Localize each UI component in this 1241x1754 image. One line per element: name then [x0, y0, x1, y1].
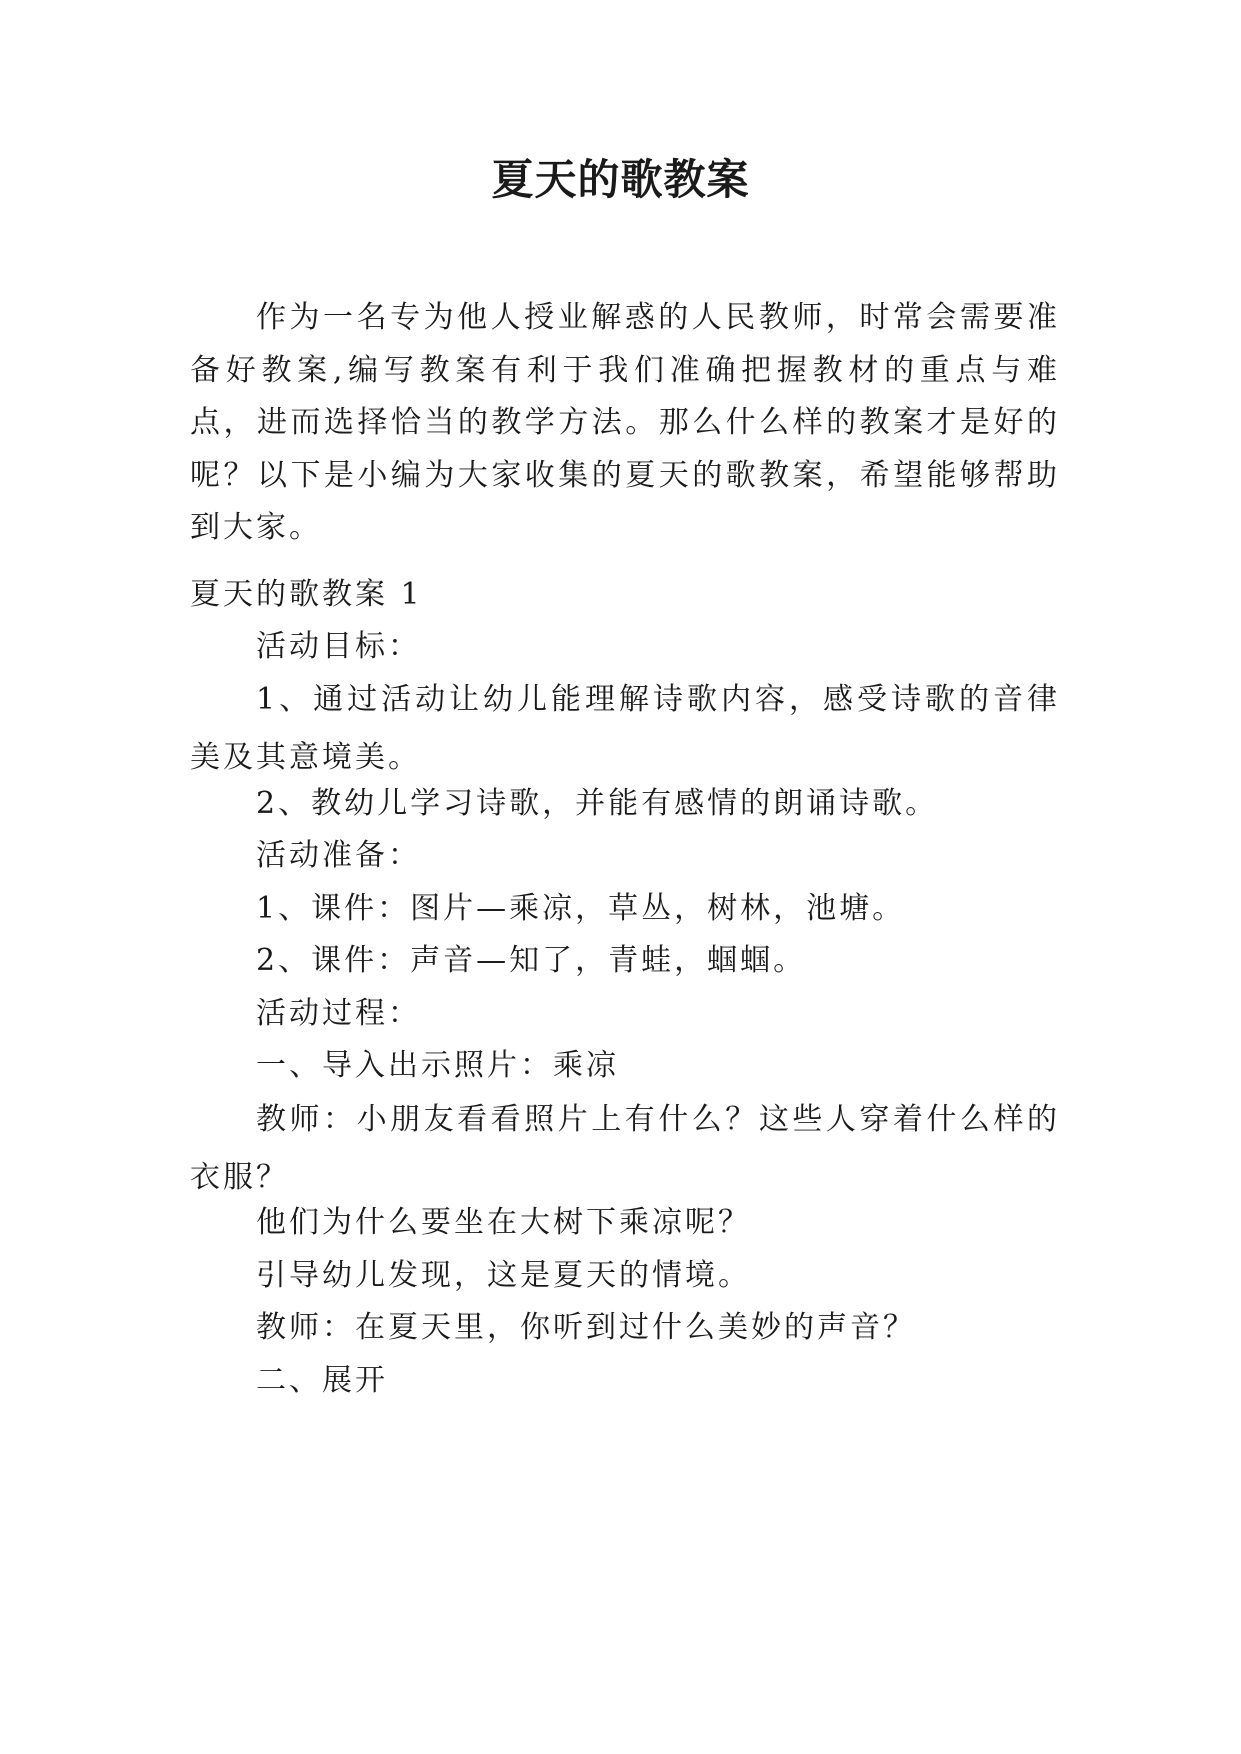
process-step-2: 二、展开 — [256, 1363, 388, 1398]
document-title: 夏天的歌教案 — [491, 155, 750, 204]
guide-text: 引导幼儿发现，这是夏天的情境。 — [256, 1258, 751, 1293]
shade-question: 他们为什么要坐在大树下乘凉呢？ — [256, 1205, 751, 1240]
prep-heading: 活动准备： — [256, 838, 421, 873]
section-heading: 夏天的歌教案 1 — [190, 577, 423, 612]
prep-item-2: 2、课件：声音—知了，青蛙，蝈蝈。 — [256, 943, 807, 978]
intro-paragraph: 作为一名专为他人授业解惑的人民教师，时常会需要准备好教案,编写教案有利于我们准确把握教材的重点与难点，进而选择恰当的教学方法。那么什么样的教案才是好的呢？以下是小编为大家收集的夏天的歌教案，希望能够帮助到大家。 — [190, 300, 1060, 545]
goal-item-2: 2、教幼儿学习诗歌，并能有感情的朗诵诗歌。 — [256, 786, 939, 821]
process-step-1: 一、导入出示照片：乘凉 — [256, 1048, 619, 1083]
teacher-question-1: 教师：小朋友看看照片上有什么？这些人穿着什么样的衣服？ — [190, 1102, 1060, 1195]
goal-item-1: 1、通过活动让幼儿能理解诗歌内容，感受诗歌的音律美及其意境美。 — [190, 682, 1060, 775]
teacher-question-2: 教师：在夏天里，你听到过什么美妙的声音？ — [256, 1310, 916, 1345]
prep-item-1: 1、课件：图片—乘凉，草丛，树林，池塘。 — [256, 891, 906, 926]
process-heading: 活动过程： — [256, 996, 421, 1031]
goals-heading: 活动目标： — [256, 629, 421, 664]
